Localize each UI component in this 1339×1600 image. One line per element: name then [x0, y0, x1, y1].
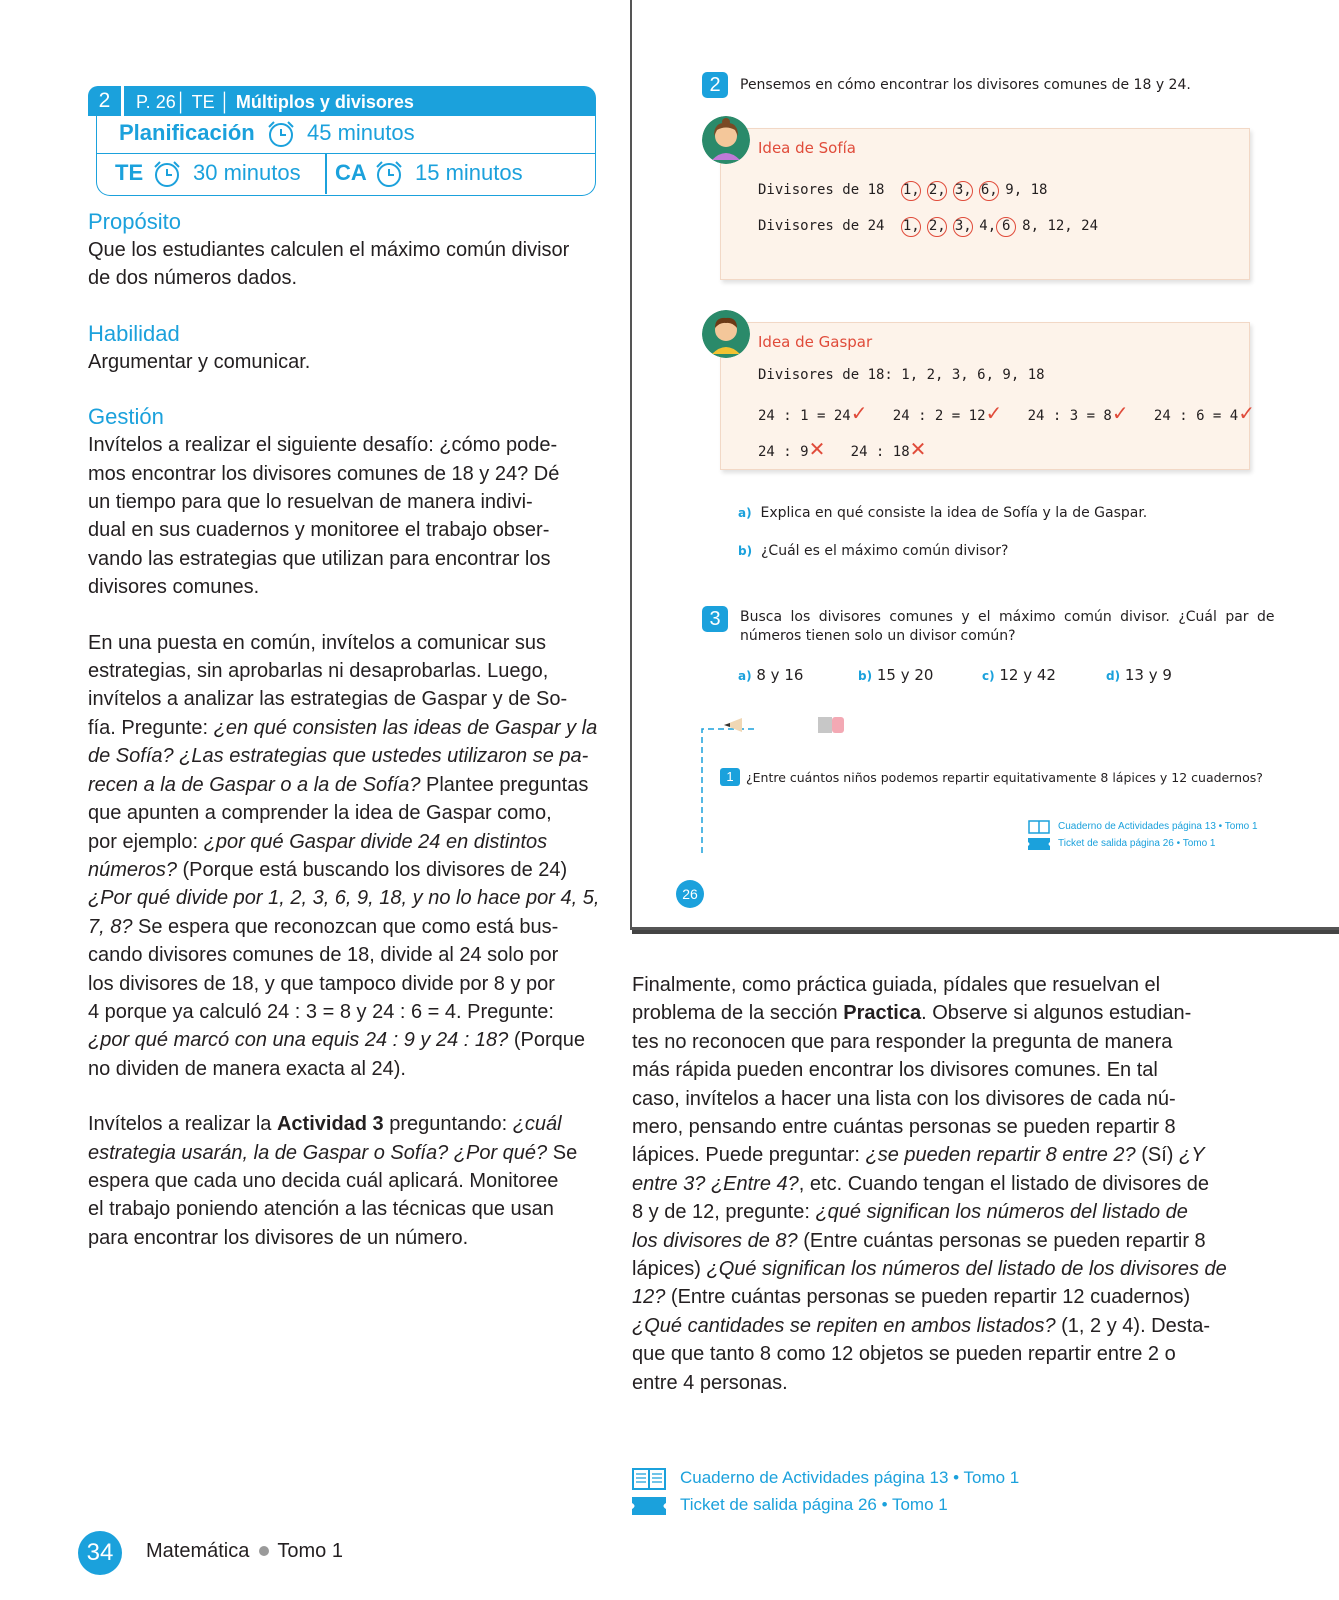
sub-letter: b): [738, 544, 753, 558]
section-ref: Practica: [843, 1002, 922, 1025]
gestion-p2-line: En una puesta en común, invítelos a comunicar sus: [88, 631, 547, 654]
subquestion-b: [738, 543, 1008, 559]
circled-divisor: 1,: [901, 181, 921, 201]
page-number: 34: [78, 1531, 122, 1575]
ticket-icon: [1028, 838, 1050, 850]
sub-letter: a): [738, 669, 752, 683]
text-span: lápices): [632, 1258, 707, 1281]
book-icon: [632, 1468, 666, 1490]
left-column: [88, 208, 600, 1252]
sofia-card-title: Idea de Sofía: [758, 139, 856, 157]
question-span: ¿Y: [1179, 1144, 1205, 1167]
planning-row-total: [97, 116, 595, 154]
right-column: [632, 971, 1227, 1397]
gestion-p3-line: espera que cada uno decida cuál aplicará. Monitoree: [88, 1169, 559, 1192]
proposito-heading: Propósito: [88, 209, 181, 234]
divisor-list: 8, 12, 24: [1022, 218, 1099, 234]
gestion-p2-line: cando divisores comunes de 18, divide al 24 solo por: [88, 944, 559, 967]
lesson-number: 2: [88, 86, 124, 116]
right-line: [632, 1141, 1210, 1169]
sub-letter: c): [982, 669, 995, 683]
practice-number: 1: [720, 768, 740, 786]
right-line: tes no reconocen que para responder la pregunta de manera: [632, 1030, 1173, 1053]
circled-divisor: 3,: [953, 217, 973, 237]
circled-divisor: 6,: [979, 181, 999, 201]
gestion-p2-line: no dividen de manera exacta al 24).: [88, 1057, 406, 1080]
subquestion-a: [738, 505, 1147, 521]
gestion-p2-line: estrategias, sin aprobarlas ni desaprobarlas. Luego,: [88, 660, 549, 683]
question-text: números tienen solo un divisor común?: [740, 628, 1016, 644]
text-span: Se espera que reconozcan que como está bus-: [132, 915, 559, 938]
division-no: 24 : 9: [758, 444, 809, 460]
question-span: entre 3? ¿Entre 4?: [632, 1172, 799, 1195]
text-span: (Entre cuántas personas se pueden repartir 8: [797, 1229, 1206, 1252]
ticket-ref: Ticket de salida página 26 • Tomo 1: [1058, 838, 1216, 849]
habilidad-text: Argumentar y comunicar.: [88, 350, 311, 373]
check-icon: ✓: [1111, 401, 1129, 425]
gestion-p2-line: invítelos a analizar las estrategias de Gaspar y de So-: [88, 688, 568, 711]
question-span: ¿por qué marcó con una equis 24 : 9 y 24 : 18?: [88, 1029, 509, 1052]
sofia-divisors-18: [758, 181, 1047, 201]
te-label: TE: [115, 160, 144, 185]
planificacion-label: Planificación: [119, 120, 255, 145]
gestion-p2-line: [88, 884, 600, 912]
gestion-p3-line: el trabajo poniendo atención a las técnicas que usan: [88, 1198, 554, 1221]
gestion-p2-line: [88, 1026, 596, 1054]
question-span: ¿Qué significan los números del listado de los divisores de: [706, 1258, 1227, 1281]
text-span: Se: [547, 1141, 578, 1164]
question-span: ¿qué significan los números del listado de: [815, 1201, 1188, 1224]
te-time: 30 minutos: [193, 160, 301, 185]
lesson-topic: Múltiplos y divisores: [235, 92, 414, 112]
question-number: 3: [702, 606, 728, 632]
textbook-page-number: 26: [676, 880, 704, 908]
cross-icon: ✕: [808, 437, 826, 461]
right-line: entre 4 personas.: [632, 1371, 788, 1394]
gestion-p1-line: un tiempo para que lo resuelvan de manera indivi-: [88, 491, 533, 514]
cuaderno-actividades-ref: Cuaderno de Actividades página 13 • Tomo 1: [680, 1468, 1020, 1487]
right-line: [632, 1255, 1227, 1283]
division-ok: 24 : 3 = 8: [1027, 408, 1112, 424]
ticket-salida-ref: Ticket de salida página 26 • Tomo 1: [680, 1495, 948, 1514]
question-span: ¿cuál: [512, 1113, 562, 1136]
lesson-ref: P. 26│ TE │: [136, 92, 231, 112]
boy-avatar-icon: [702, 310, 750, 358]
question-span: 12?: [632, 1286, 666, 1309]
sub-text: 12 y 42: [999, 666, 1056, 684]
planning-body: [96, 116, 596, 196]
lesson-title: [136, 90, 414, 114]
circled-divisor: 1,: [901, 217, 921, 237]
gestion-p3-line: para encontrar los divisores de un número.: [88, 1226, 469, 1249]
gestion-p1-line: divisores comunes.: [88, 576, 260, 599]
cross-icon: ✕: [909, 437, 927, 461]
sub-text: Explica en qué consiste la idea de Sofía y la de Gaspar.: [760, 505, 1148, 521]
division-ok: 24 : 6 = 4: [1153, 408, 1239, 424]
text-span: (Sí): [1135, 1144, 1180, 1167]
alarm-clock-icon: [265, 119, 297, 149]
cuaderno-ref: Cuaderno de Actividades página 13 • Tomo 1: [1058, 821, 1258, 832]
q3-item: [1106, 666, 1172, 684]
gestion-p3-line: [88, 1110, 596, 1138]
pencil-eraser-icon: [818, 716, 844, 734]
right-line: [632, 1170, 1210, 1198]
dashed-bracket: [700, 725, 760, 855]
question-span: números?: [88, 858, 177, 881]
textbook-page-thumbnail: [630, 0, 1339, 930]
question-span: los divisores de 8?: [632, 1229, 798, 1252]
right-line: [632, 1312, 1210, 1340]
text-span: (1, 2 y 4). Desta-: [1055, 1314, 1211, 1337]
text-span: Plantee preguntas: [420, 773, 589, 796]
gestion-heading: Gestión: [88, 404, 164, 430]
planning-box: [88, 86, 596, 196]
sub-text: 15 y 20: [876, 666, 934, 684]
text-span: lápices. Puede preguntar:: [632, 1144, 866, 1167]
gestion-p2-line: los divisores de 18, y que tampoco divide por 8 y por: [88, 972, 555, 995]
gestion-p2-line: [88, 714, 596, 742]
gestion-p2-line: [88, 771, 596, 799]
sub-text: 13 y 9: [1124, 666, 1172, 684]
gestion-p1-line: dual en sus cuadernos y monitoree el trabajo obser-: [88, 519, 550, 542]
alarm-clock-icon: [151, 159, 183, 189]
question-text: Busca los divisores comunes y el máximo común divisor. ¿Cuál par de: [740, 609, 1275, 625]
q3-item: [982, 666, 1056, 684]
right-line: caso, invítelos a hacer una lista con los divisores de cada nú-: [632, 1087, 1176, 1110]
check-icon: ✓: [850, 401, 868, 425]
circled-divisor: 2,: [927, 217, 947, 237]
right-line: [632, 999, 1210, 1027]
text-span: Invítelos a realizar la: [88, 1113, 277, 1136]
sub-letter: d): [1106, 669, 1121, 683]
sub-text: 8 y 16: [756, 666, 804, 684]
ca-label: CA: [335, 160, 367, 185]
right-line: más rápida pueden encontrar los divisores comunes. En tal: [632, 1059, 1158, 1082]
right-line: que que tanto 8 como 12 objetos se pueden repartir entre 2 o: [632, 1343, 1176, 1366]
text-span: (Entre cuántas personas se pueden repartir 12 cuadernos): [665, 1286, 1191, 1309]
sub-text: ¿Cuál es el máximo común divisor?: [760, 543, 1009, 559]
question-text: Pensemos en cómo encontrar los divisores comunes de 18 y 24.: [740, 77, 1191, 93]
ca-time: 15 minutos: [415, 160, 523, 185]
right-line: [632, 1283, 1210, 1311]
question-span: de Sofía? ¿Las estrategias que ustedes utilizaron se pa-: [88, 745, 589, 768]
divider: [325, 154, 327, 194]
circled-divisor: 3,: [953, 181, 973, 201]
q3-item: [738, 666, 803, 684]
text-span: 8 y de 12, pregunte:: [632, 1201, 816, 1224]
gestion-p1-line: mos encontrar los divisores comunes de 18 y 24? Dé: [88, 462, 560, 485]
gaspar-card-title: Idea de Gaspar: [758, 333, 873, 351]
line-label: Divisores de 18: [758, 182, 885, 198]
text-span: , etc. Cuando tengan el listado de divisores de: [798, 1172, 1210, 1195]
text-span: por ejemplo:: [88, 830, 204, 853]
division-ok: 24 : 2 = 12: [892, 408, 986, 424]
book-icon: [1028, 820, 1050, 834]
planning-row-split: [97, 154, 595, 194]
right-line: [632, 1227, 1210, 1255]
practice-text: ¿Entre cuántos niños podemos repartir equitativamente 8 lápices y 12 cuadernos?: [746, 770, 1263, 785]
division-no: 24 : 18: [850, 444, 910, 460]
proposito-line: de dos números dados.: [88, 267, 298, 290]
ticket-icon: [632, 1497, 666, 1515]
pencil-tip-icon: [724, 718, 742, 732]
question-span: 7, 8?: [88, 915, 133, 938]
question-number: 2: [702, 72, 728, 98]
question-span: recen a la de Gaspar o a la de Sofía?: [88, 773, 421, 796]
planning-header: [88, 86, 596, 116]
footer-volume: Tomo 1: [277, 1540, 343, 1562]
gestion-p2-line: [88, 856, 596, 884]
footer-label: [146, 1540, 343, 1563]
text-span: problema de la sección: [632, 1002, 844, 1025]
check-icon: ✓: [1238, 401, 1255, 425]
gaspar-ok-divisions: [758, 401, 1255, 425]
right-line: mero, pensando entre cuántas personas se pueden repartir 8: [632, 1116, 1176, 1139]
division-ok: 24 : 1 = 24: [758, 408, 851, 424]
bullet-dot: [259, 1546, 269, 1556]
gaspar-divisors-18: Divisores de 18: 1, 2, 3, 6, 9, 18: [758, 367, 1045, 383]
footer-subject: Matemática: [146, 1540, 250, 1562]
check-icon: ✓: [985, 401, 1003, 425]
text-span: fía. Pregunte:: [88, 716, 214, 739]
question-span: ¿se pueden repartir 8 entre 2?: [865, 1144, 1136, 1167]
sofia-divisors-24: [758, 217, 1098, 237]
divisor-list: 9, 18: [1005, 182, 1048, 198]
habilidad-heading: Habilidad: [88, 320, 180, 346]
circled-divisor: 6: [996, 217, 1016, 237]
girl-avatar-icon: [702, 116, 750, 164]
circled-divisor: 2,: [927, 181, 947, 201]
gaspar-no-divisions: [758, 437, 926, 461]
text-span: (Porque está buscando los divisores de 24): [176, 858, 568, 881]
q3-item: [858, 666, 933, 684]
gestion-p2-line: [88, 742, 596, 770]
gestion-p2-line: [88, 828, 596, 856]
divisor-list: 4,: [979, 218, 997, 234]
gestion-p3-line: [88, 1139, 596, 1167]
right-line: Finalmente, como práctica guiada, pídales que resuelvan el: [632, 974, 1161, 996]
line-label: Divisores de 24: [758, 218, 885, 234]
sub-letter: b): [858, 669, 873, 683]
question-span: estrategia usarán, la de Gaspar o Sofía? ¿Por qué?: [88, 1141, 548, 1164]
gestion-p1-line: vando las estrategias que utilizan para encontrar los: [88, 547, 551, 570]
text-span: preguntando:: [383, 1113, 513, 1136]
alarm-clock-icon: [373, 159, 405, 189]
question-span: ¿Por qué divide por 1, 2, 3, 6, 9, 18, y no lo hace por 4, 5,: [88, 887, 600, 910]
gestion-p2-line: 4 porque ya calculó 24 : 3 = 8 y 24 : 6 = 4. Pregunte:: [88, 1000, 554, 1023]
activity-ref: Actividad 3: [276, 1113, 384, 1136]
gestion-p1-line: Invítelos a realizar el siguiente desafío: ¿cómo pode-: [88, 434, 558, 457]
question-span: ¿por qué Gaspar divide 24 en distintos: [203, 830, 548, 853]
sub-letter: a): [738, 506, 752, 520]
gestion-p2-line: que apunten a comprender la idea de Gaspar como,: [88, 802, 552, 825]
text-span: . Observe si algunos estudian-: [921, 1002, 1192, 1025]
question-span: ¿Qué cantidades se repiten en ambos listados?: [632, 1314, 1056, 1337]
proposito-line: Que los estudiantes calculen el máximo común divisor: [88, 239, 570, 261]
right-line: [632, 1198, 1210, 1226]
question-span: ¿en qué consisten las ideas de Gaspar y la: [213, 716, 598, 739]
gestion-p2-line: [88, 913, 596, 941]
text-span: (Porque: [508, 1029, 585, 1052]
planificacion-time: 45 minutos: [307, 120, 415, 145]
